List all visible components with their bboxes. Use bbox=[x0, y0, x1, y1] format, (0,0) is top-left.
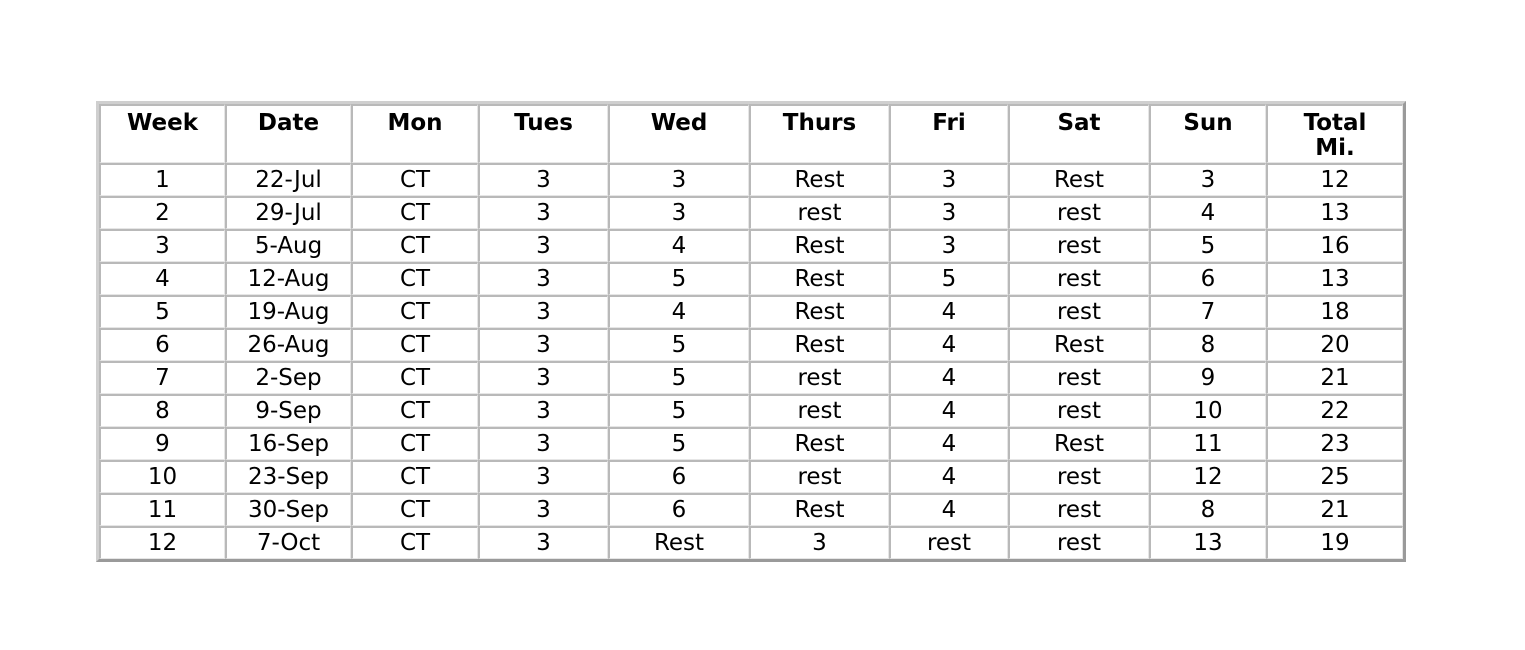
cell-date: 22-Jul bbox=[225, 163, 351, 196]
cell-sun: 4 bbox=[1149, 196, 1266, 229]
cell-mon: CT bbox=[351, 328, 478, 361]
cell-date: 12-Aug bbox=[225, 262, 351, 295]
cell-mon: CT bbox=[351, 196, 478, 229]
cell-tues: 3 bbox=[478, 295, 608, 328]
cell-fri: 3 bbox=[889, 196, 1008, 229]
cell-wed: 4 bbox=[608, 295, 749, 328]
header-sun: Sun bbox=[1149, 104, 1266, 163]
cell-thurs: rest bbox=[749, 196, 889, 229]
cell-total: 13 bbox=[1266, 262, 1403, 295]
cell-week: 4 bbox=[99, 262, 225, 295]
cell-total: 18 bbox=[1266, 295, 1403, 328]
cell-date: 29-Jul bbox=[225, 196, 351, 229]
header-tues: Tues bbox=[478, 104, 608, 163]
cell-thurs: Rest bbox=[749, 229, 889, 262]
cell-wed: 6 bbox=[608, 460, 749, 493]
table-row bbox=[99, 493, 1403, 526]
header-sat: Sat bbox=[1008, 104, 1149, 163]
cell-thurs: Rest bbox=[749, 295, 889, 328]
cell-date: 2-Sep bbox=[225, 361, 351, 394]
cell-fri: 4 bbox=[889, 427, 1008, 460]
header-fri: Fri bbox=[889, 104, 1008, 163]
cell-date: 19-Aug bbox=[225, 295, 351, 328]
table-row bbox=[99, 427, 1403, 460]
cell-total: 21 bbox=[1266, 493, 1403, 526]
cell-fri: 4 bbox=[889, 328, 1008, 361]
cell-total: 22 bbox=[1266, 394, 1403, 427]
table-body bbox=[99, 163, 1403, 559]
cell-tues: 3 bbox=[478, 163, 608, 196]
cell-week: 12 bbox=[99, 526, 225, 559]
cell-week: 7 bbox=[99, 361, 225, 394]
cell-sun: 5 bbox=[1149, 229, 1266, 262]
cell-mon: CT bbox=[351, 229, 478, 262]
table-row bbox=[99, 262, 1403, 295]
cell-tues: 3 bbox=[478, 526, 608, 559]
cell-week: 2 bbox=[99, 196, 225, 229]
cell-tues: 3 bbox=[478, 427, 608, 460]
cell-wed: 5 bbox=[608, 361, 749, 394]
cell-mon: CT bbox=[351, 427, 478, 460]
header-thurs: Thurs bbox=[749, 104, 889, 163]
cell-week: 6 bbox=[99, 328, 225, 361]
cell-wed: 6 bbox=[608, 493, 749, 526]
cell-mon: CT bbox=[351, 526, 478, 559]
cell-sun: 7 bbox=[1149, 295, 1266, 328]
cell-sun: 3 bbox=[1149, 163, 1266, 196]
cell-tues: 3 bbox=[478, 262, 608, 295]
cell-total: 21 bbox=[1266, 361, 1403, 394]
cell-sun: 8 bbox=[1149, 328, 1266, 361]
cell-date: 5-Aug bbox=[225, 229, 351, 262]
cell-sat: Rest bbox=[1008, 427, 1149, 460]
table-row bbox=[99, 196, 1403, 229]
cell-fri: 3 bbox=[889, 229, 1008, 262]
cell-week: 11 bbox=[99, 493, 225, 526]
cell-week: 1 bbox=[99, 163, 225, 196]
cell-total: 25 bbox=[1266, 460, 1403, 493]
cell-wed: 5 bbox=[608, 427, 749, 460]
cell-week: 8 bbox=[99, 394, 225, 427]
cell-sun: 11 bbox=[1149, 427, 1266, 460]
cell-wed: 3 bbox=[608, 163, 749, 196]
cell-fri: 4 bbox=[889, 361, 1008, 394]
cell-fri: 4 bbox=[889, 460, 1008, 493]
cell-sun: 8 bbox=[1149, 493, 1266, 526]
cell-fri: 3 bbox=[889, 163, 1008, 196]
table-row bbox=[99, 361, 1403, 394]
cell-sat: rest bbox=[1008, 262, 1149, 295]
cell-mon: CT bbox=[351, 361, 478, 394]
cell-date: 16-Sep bbox=[225, 427, 351, 460]
cell-week: 9 bbox=[99, 427, 225, 460]
header-date: Date bbox=[225, 104, 351, 163]
table-row bbox=[99, 394, 1403, 427]
cell-thurs: Rest bbox=[749, 163, 889, 196]
cell-week: 3 bbox=[99, 229, 225, 262]
cell-total: 23 bbox=[1266, 427, 1403, 460]
table-row bbox=[99, 229, 1403, 262]
cell-wed: Rest bbox=[608, 526, 749, 559]
cell-date: 9-Sep bbox=[225, 394, 351, 427]
training-schedule-table bbox=[99, 104, 1403, 559]
cell-sat: Rest bbox=[1008, 328, 1149, 361]
cell-mon: CT bbox=[351, 493, 478, 526]
cell-thurs: Rest bbox=[749, 328, 889, 361]
cell-total: 20 bbox=[1266, 328, 1403, 361]
cell-sat: rest bbox=[1008, 229, 1149, 262]
cell-thurs: Rest bbox=[749, 493, 889, 526]
cell-total: 19 bbox=[1266, 526, 1403, 559]
cell-total: 12 bbox=[1266, 163, 1403, 196]
header-mon: Mon bbox=[351, 104, 478, 163]
cell-date: 7-Oct bbox=[225, 526, 351, 559]
cell-thurs: Rest bbox=[749, 427, 889, 460]
cell-tues: 3 bbox=[478, 460, 608, 493]
cell-wed: 4 bbox=[608, 229, 749, 262]
cell-sun: 13 bbox=[1149, 526, 1266, 559]
cell-tues: 3 bbox=[478, 229, 608, 262]
header-total-mi: Total Mi. bbox=[1266, 104, 1403, 163]
cell-sat: rest bbox=[1008, 493, 1149, 526]
table-row bbox=[99, 460, 1403, 493]
cell-sat: rest bbox=[1008, 196, 1149, 229]
cell-total: 16 bbox=[1266, 229, 1403, 262]
cell-mon: CT bbox=[351, 394, 478, 427]
cell-fri: 4 bbox=[889, 394, 1008, 427]
cell-sat: rest bbox=[1008, 460, 1149, 493]
cell-sun: 9 bbox=[1149, 361, 1266, 394]
cell-tues: 3 bbox=[478, 493, 608, 526]
cell-sat: rest bbox=[1008, 394, 1149, 427]
cell-mon: CT bbox=[351, 163, 478, 196]
cell-tues: 3 bbox=[478, 394, 608, 427]
table-row bbox=[99, 526, 1403, 559]
cell-sat: rest bbox=[1008, 361, 1149, 394]
cell-sun: 6 bbox=[1149, 262, 1266, 295]
header-week: Week bbox=[99, 104, 225, 163]
cell-wed: 5 bbox=[608, 394, 749, 427]
cell-sun: 10 bbox=[1149, 394, 1266, 427]
cell-mon: CT bbox=[351, 460, 478, 493]
cell-mon: CT bbox=[351, 262, 478, 295]
cell-thurs: rest bbox=[749, 394, 889, 427]
cell-fri: 4 bbox=[889, 295, 1008, 328]
cell-sat: Rest bbox=[1008, 163, 1149, 196]
cell-date: 26-Aug bbox=[225, 328, 351, 361]
cell-sun: 12 bbox=[1149, 460, 1266, 493]
header-wed: Wed bbox=[608, 104, 749, 163]
training-schedule-table-frame bbox=[96, 101, 1406, 562]
cell-sat: rest bbox=[1008, 526, 1149, 559]
cell-week: 10 bbox=[99, 460, 225, 493]
cell-week: 5 bbox=[99, 295, 225, 328]
table-row bbox=[99, 163, 1403, 196]
cell-thurs: Rest bbox=[749, 262, 889, 295]
table-row bbox=[99, 295, 1403, 328]
cell-fri: 4 bbox=[889, 493, 1008, 526]
cell-tues: 3 bbox=[478, 196, 608, 229]
cell-tues: 3 bbox=[478, 328, 608, 361]
cell-wed: 3 bbox=[608, 196, 749, 229]
cell-thurs: rest bbox=[749, 460, 889, 493]
cell-thurs: 3 bbox=[749, 526, 889, 559]
header-row bbox=[99, 104, 1403, 163]
cell-sat: rest bbox=[1008, 295, 1149, 328]
table-row bbox=[99, 328, 1403, 361]
cell-wed: 5 bbox=[608, 262, 749, 295]
cell-date: 23-Sep bbox=[225, 460, 351, 493]
cell-fri: 5 bbox=[889, 262, 1008, 295]
cell-wed: 5 bbox=[608, 328, 749, 361]
cell-mon: CT bbox=[351, 295, 478, 328]
cell-tues: 3 bbox=[478, 361, 608, 394]
cell-total: 13 bbox=[1266, 196, 1403, 229]
cell-fri: rest bbox=[889, 526, 1008, 559]
cell-thurs: rest bbox=[749, 361, 889, 394]
cell-date: 30-Sep bbox=[225, 493, 351, 526]
